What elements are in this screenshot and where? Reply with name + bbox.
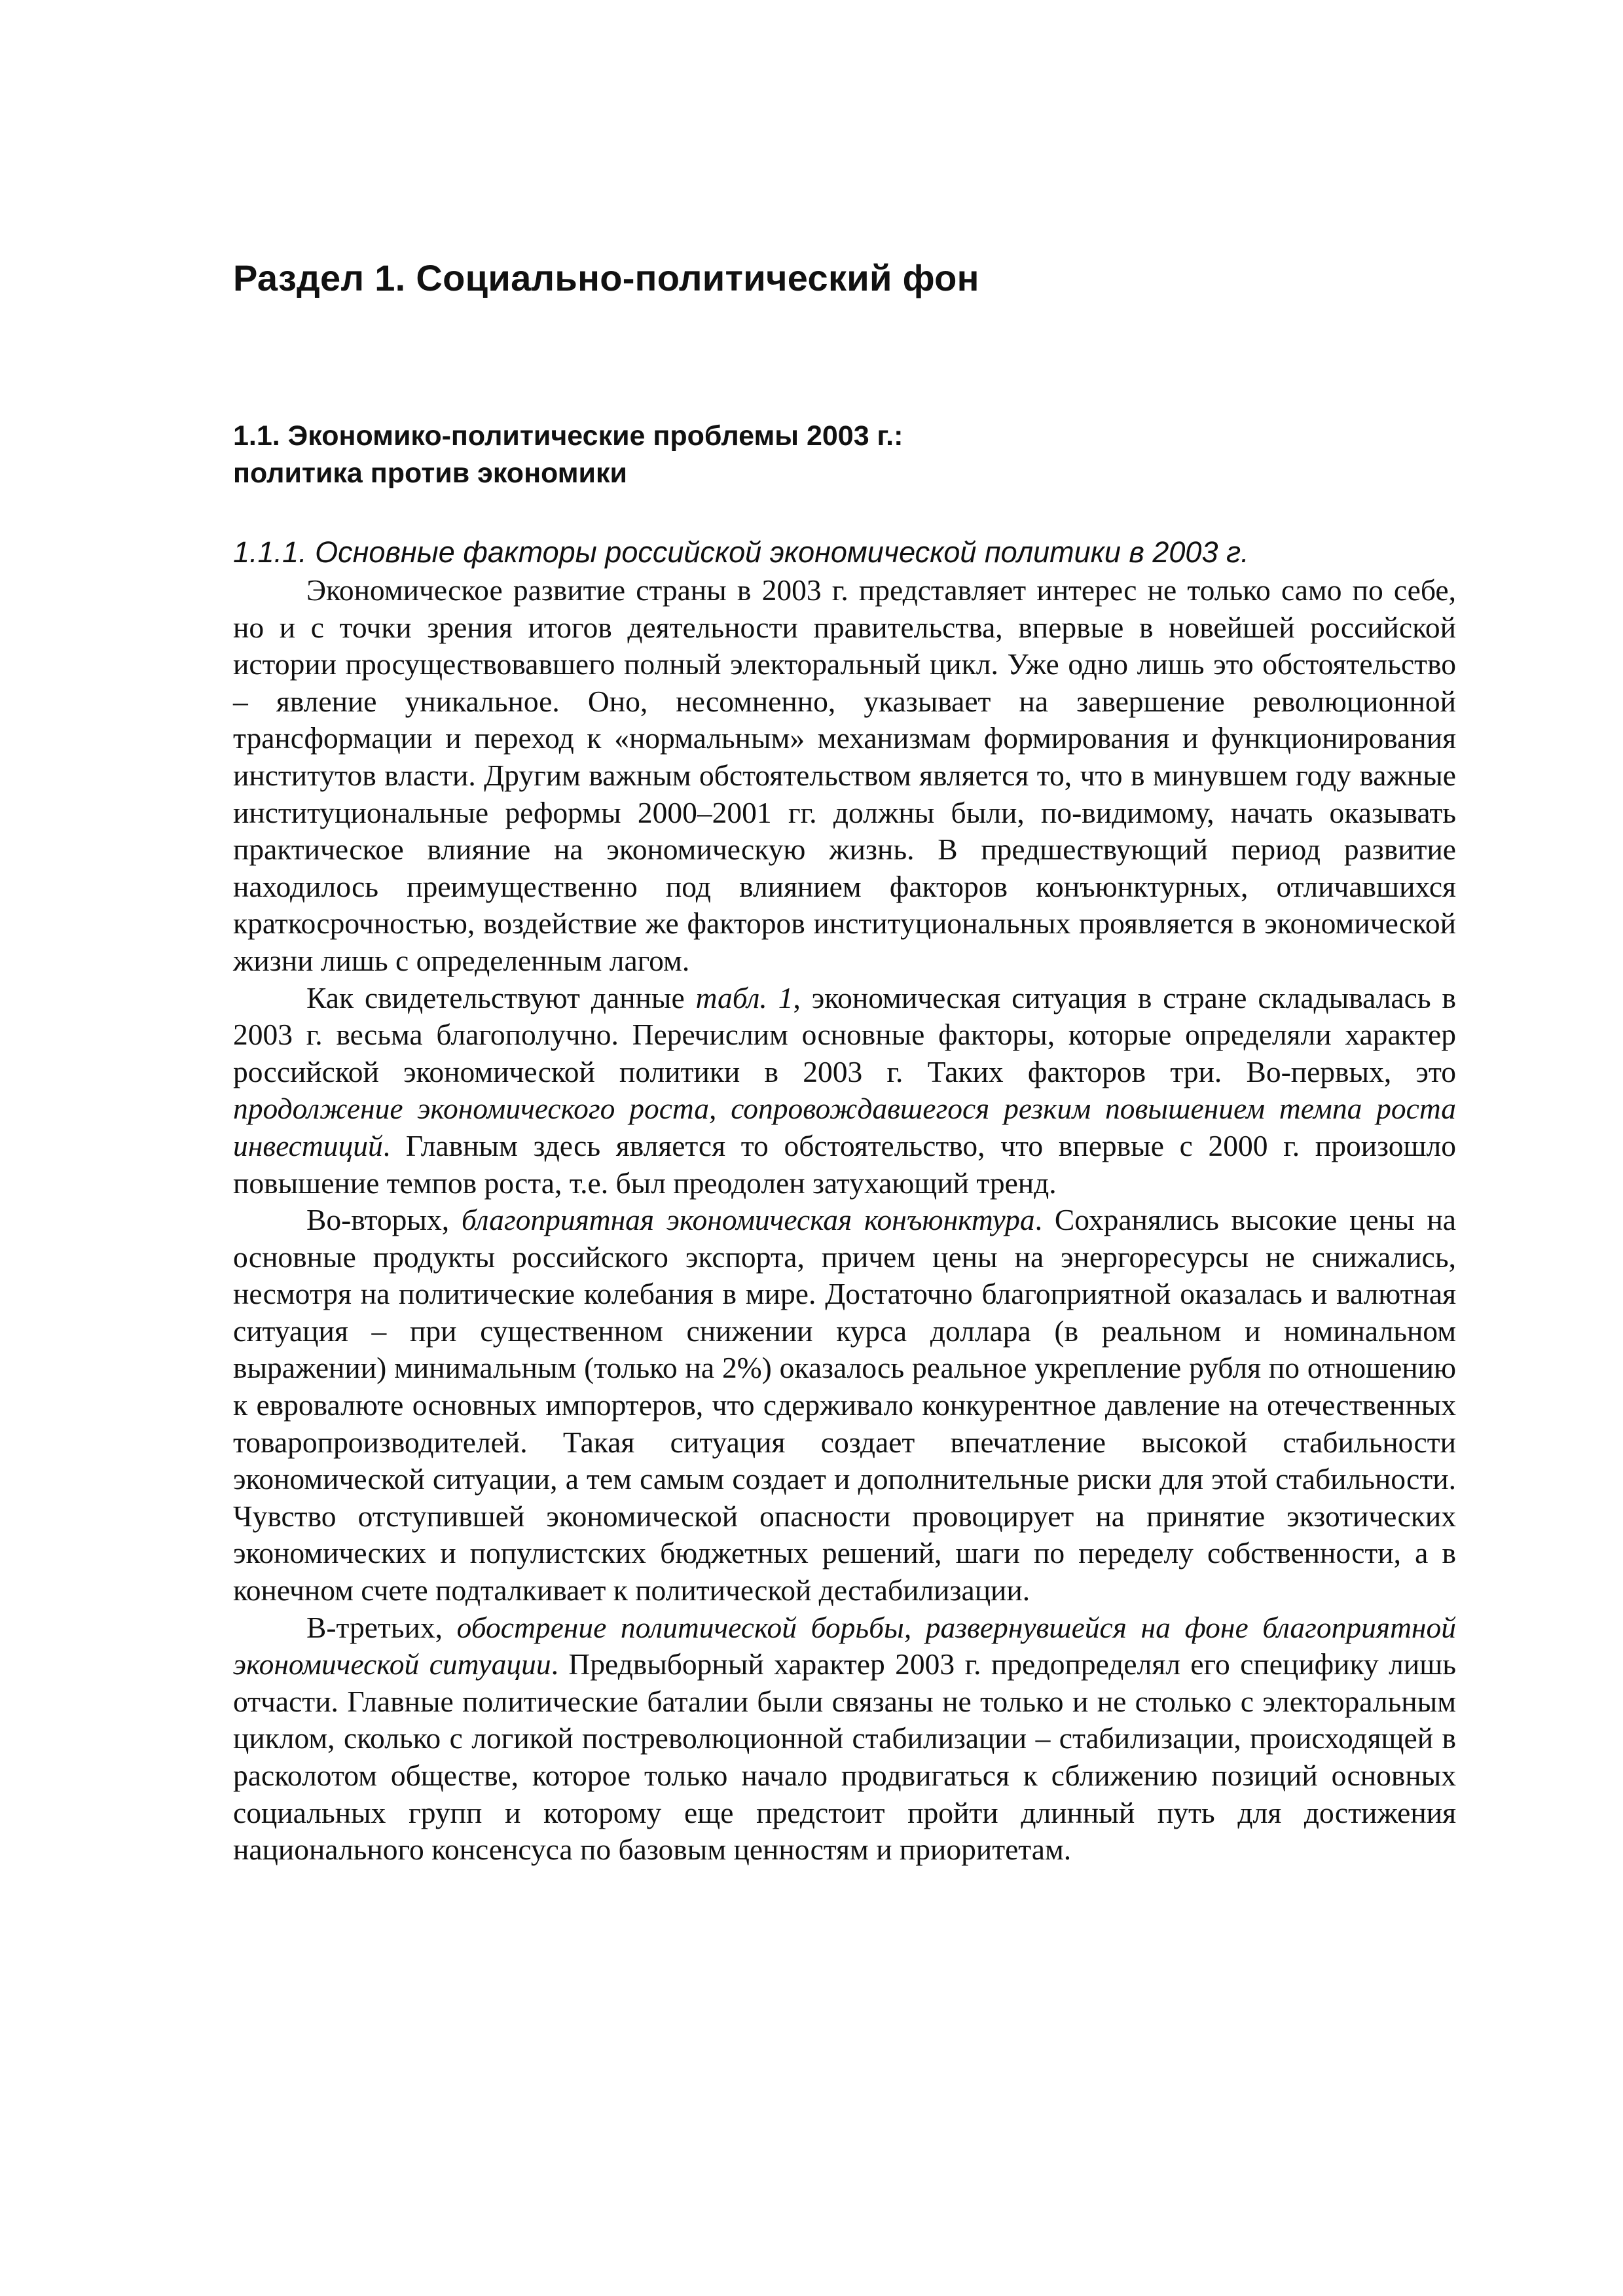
subsection-title-line-2: политика против экономики <box>233 457 627 489</box>
paragraph-1: Экономическое развитие страны в 2003 г. представляет интерес не только само по себе, но и с точки зрения итогов деятельности правительства, впервые в новейшей российской истории просуществовавшего полный электоральный цикл. Уже одно лишь это обстоятельство – явление уникальное. Оно, несомненно, указывает на завершение революционной трансформации и переход к «нормальным» механизмам формирования и функционирования институтов власти. Другим важным обстоятельством является то, что в минувшем году важные институциональные реформы 2000–2001 гг. должны были, по-видимому, начать оказывать практическое влияние на экономическую жизнь. В предшествующий период развитие находилось преимущественно под влиянием факторов конъюнктурных, отличавшихся краткосрочностью, воздействие же факторов институциональных проявляется в экономической жизни лишь с определенным лагом. <box>233 573 1456 977</box>
body-text <box>233 572 1456 1869</box>
paragraph-4-text-b: . Предвыборный характер 2003 г. предопределял его специфику лишь отчасти. Главные политические баталии были связаны не только и не столько с электоральным циклом, сколько с логикой постреволюционной стабилизации – стабилизации, происходящей в расколотом обществе, которое только начало продвигаться к сближению позиций основных социальных групп и которому еще предстоит пройти длинный путь для достижения национального консенсуса по базовым ценностям и приоритетам. <box>233 1647 1456 1867</box>
paragraph-3-emphasis: благоприятная экономическая конъюнктура <box>461 1203 1035 1237</box>
section-title: Раздел 1. Социально-политический фон <box>233 257 979 298</box>
subsection-title-line-1: 1.1. Экономико-политические проблемы 2003 г.: <box>233 420 903 452</box>
paragraph-2-text-b: , экономическая ситуация в стране складывалась в 2003 г. весьма благополучно. Перечислим основные факторы, которые определяли характер российской экономической политики в 2003 г. Таких факторов три. Во-первых, это <box>233 980 1456 1088</box>
document-page <box>233 255 1456 1869</box>
paragraph-4-text-a: В-третьих, <box>306 1610 457 1644</box>
paragraph-4 <box>233 1609 1456 1869</box>
paragraph-3 <box>233 1202 1456 1609</box>
paragraph-3-text-a: Во-вторых, <box>306 1203 462 1237</box>
paragraph-2-text-c: . Главным здесь является то обстоятельство, что впервые с 2000 г. произошло повышение темпов роста, т.е. был преодолен затухающий тренд. <box>233 1128 1456 1200</box>
paragraph-2-emphasis: продолжение экономического роста, сопровождавшегося резким повышением темпа роста инвестиций <box>233 1092 1456 1162</box>
subsection-title <box>233 418 1456 492</box>
table-reference-link: табл. 1 <box>695 980 793 1014</box>
paragraph-2-text-a: Как свидетельствуют данные <box>306 980 696 1014</box>
paragraph-4-emphasis: обострение политической борьбы, развернувшейся на фоне благоприятной экономической ситуации <box>233 1610 1456 1681</box>
paragraph-3-text-b: . Сохранялись высокие цены на основные продукты российского экспорта, причем цены на энергоресурсы не снижались, несмотря на политические колебания в мире. Достаточно благоприятной оказалась и валютная ситуация – при существенном снижении курса доллара (в реальном и номинальном выражении) минимальным (только на 2%) оказалось реальное укрепление рубля по отношению к евровалюте основных импортеров, что сдерживало конкурентное давление на отечественных товаропроизводителей. Такая ситуация создает впечатление высокой стабильности экономической ситуации, а тем самым создает и дополнительные риски для этой стабильности. Чувство отступившей экономической опасности провоцирует на принятие экзотических экономических и популистских бюджетных решений, шаги по переделу собственности, а в конечном счете подталкивает к политической дестабилизации. <box>233 1203 1456 1607</box>
paragraph-2 <box>233 980 1456 1202</box>
subsubsection-title: 1.1.1. Основные факторы российской экономической политики в 2003 г. <box>233 535 1249 569</box>
